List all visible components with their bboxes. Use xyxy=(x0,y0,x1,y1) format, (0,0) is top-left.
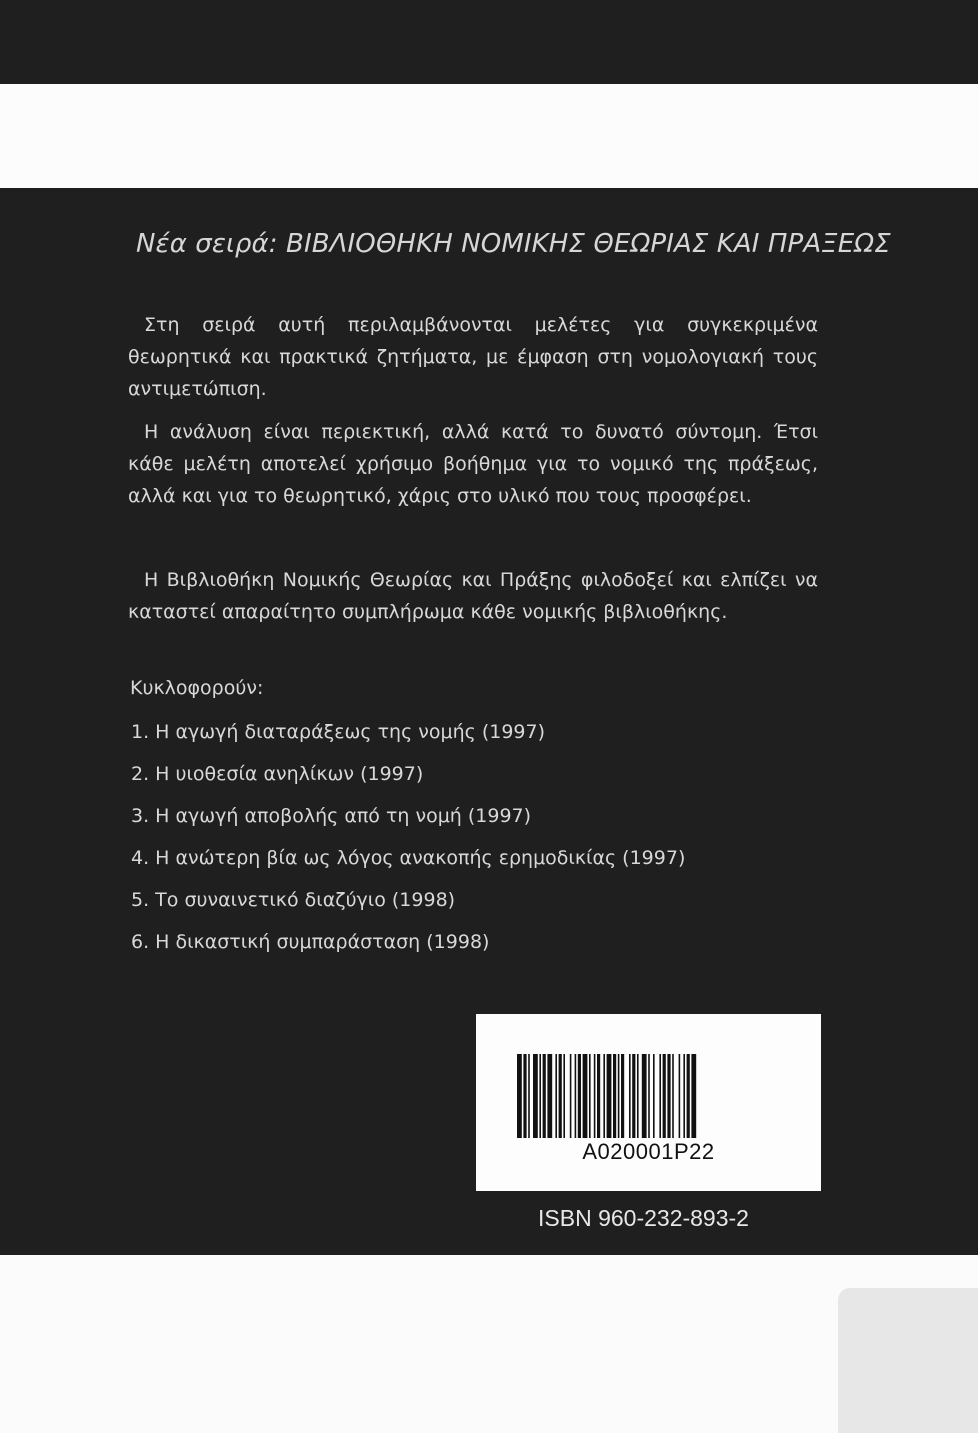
available-titles-list xyxy=(131,716,685,968)
title-list-item: 1. Η αγωγή διαταράξεως της νομής (1997) xyxy=(131,721,546,743)
bottom-white-band xyxy=(0,1255,978,1433)
series-title: Νέα σειρά: ΒΙΒΛΙΟΘΗΚΗ ΝΟΜΙΚΗΣ ΘΕΩΡΙΑΣ ΚΑΙ ΠΡΑΞΕΩΣ xyxy=(136,229,891,259)
title-list-item: 5. Το συναινετικό διαζύγιο (1998) xyxy=(131,889,456,911)
description-paragraph-1: Στη σειρά αυτή περιλαμβάνονται μελέτες για συγκεκριμένα θεωρητικά και πρακτικά ζητήματα, με έμφαση στη νομολογιακή τους αντιμετώπιση. xyxy=(128,314,818,400)
barcode-label xyxy=(476,1014,821,1191)
top-white-band xyxy=(0,84,978,188)
title-list-item: 6. Η δικαστική συμπαράσταση (1998) xyxy=(131,931,490,953)
library-sticker xyxy=(838,1288,978,1433)
title-list-item: 3. Η αγωγή αποβολής από τη νομή (1997) xyxy=(131,805,532,827)
available-titles-heading: Κυκλοφορούν: xyxy=(130,677,264,699)
description-paragraph-2: Η ανάλυση είναι περιεκτική, αλλά κατά το δυνατό σύντομη. Έτσι κάθε μελέτη αποτελεί χρήσιμο βοήθημα για το νομικό της πράξεως, αλλά και για το θεωρητικό, χάρις στο υλικό που τους προσφέρει. xyxy=(128,421,818,507)
barcode-icon xyxy=(517,1054,782,1138)
title-list-item: 2. Η υιοθεσία ανηλίκων (1997) xyxy=(131,763,424,785)
isbn-number: ISBN 960-232-893-2 xyxy=(538,1205,749,1231)
barcode-number: A020001P22 xyxy=(582,1139,715,1164)
description-paragraph-3: Η Βιβλιοθήκη Νομικής Θεωρίας και Πράξης φιλοδοξεί και ελπίζει να καταστεί απαραίτητο συμπλήρωμα κάθε νομικής βιβλιοθήκης. xyxy=(128,569,818,623)
title-list-item: 4. Η ανώτερη βία ως λόγος ανακοπής ερημοδικίας (1997) xyxy=(131,847,686,869)
